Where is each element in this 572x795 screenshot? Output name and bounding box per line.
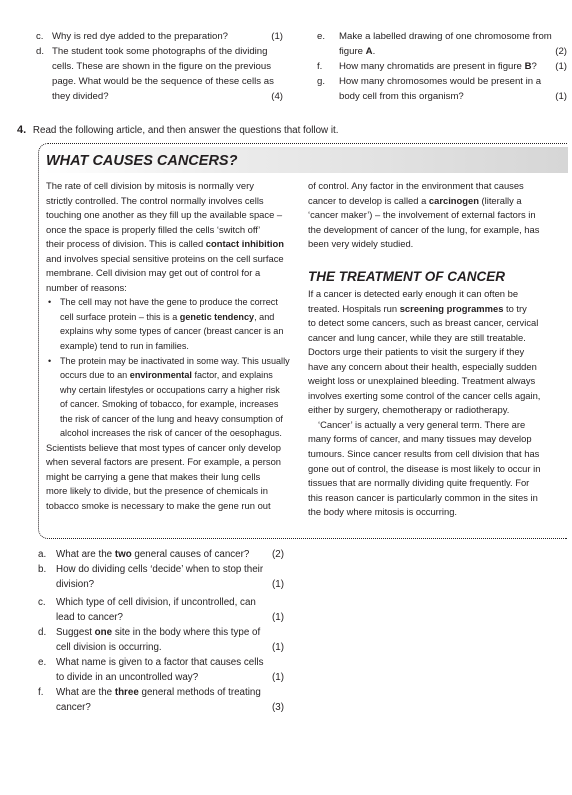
question-marks: (2) [555, 46, 567, 57]
paragraph-line: strictly controlled. The control normally involves cells [46, 194, 264, 206]
paragraph-line: The protein may be inactivated in some way. This usually [60, 355, 290, 366]
paragraph-line: and involves special sensitive proteins on the cell surface [46, 252, 284, 264]
question-line: The student took some photographs of the dividing [52, 46, 268, 57]
question-line: cells. These are shown in the figure on the previous [52, 61, 272, 72]
question-line: How many chromosomes would be present in a [339, 76, 542, 87]
question-marks: (2) [272, 549, 284, 560]
paragraph-line: many forms of cancer, and many tissues may develop [308, 433, 532, 445]
paragraph-line: treated. Hospitals run screening programmes to try [308, 302, 527, 314]
paragraph-line: membrane. Cell division may get out of control for a [46, 267, 261, 279]
question-g [317, 74, 567, 104]
question-marks: (1) [555, 61, 567, 72]
question-marks: (3) [272, 702, 284, 713]
article-right-treatment [308, 287, 566, 520]
question-c [36, 29, 283, 44]
article-left-column [46, 179, 296, 514]
treatment-subheading: THE TREATMENT OF CANCER [308, 269, 505, 284]
question-marks: (1) [271, 31, 283, 42]
paragraph-line: The cell may not have the gene to produce the correct [60, 297, 278, 308]
paragraph-line: tissues that are normally dividing quite frequently. For [308, 477, 530, 489]
question-marks: (1) [555, 91, 567, 102]
question-letter: a. [38, 549, 47, 560]
paragraph-line: weight loss or unexplained bleeding. Treatment always [308, 375, 536, 387]
paragraph-line: example) tend to run in families. [60, 341, 189, 352]
question-line: to divide in an uncontrolled way? [56, 672, 199, 683]
question-c-bottom [38, 596, 284, 626]
paragraph-line: why certain lifestyles or occupations carry a higher risk [60, 384, 280, 395]
question-number: 4. [17, 124, 27, 136]
paragraph-line: might be carrying a gene that makes their lung cells [46, 470, 261, 482]
question-text: What are the two general causes of cancer? [56, 549, 250, 560]
question-instruction: Read the following article, and then answer the questions that follow it. [32, 125, 339, 136]
question-e [317, 29, 567, 59]
paragraph-line: of control. Any factor in the environment that causes [308, 180, 524, 191]
question-line: cancer? [56, 702, 91, 713]
question-letter: g. [317, 76, 326, 87]
question-f [317, 59, 567, 74]
question-line: What name is given to a factor that causes cells [56, 657, 264, 668]
paragraph-line: ‘cancer maker’) – the involvement of external factors in [308, 209, 536, 221]
question-line: Make a labelled drawing of one chromosome from [339, 31, 552, 42]
paragraph-line: cancer and lung cancer, while they are still treatable. [308, 331, 526, 343]
question-marks: (1) [272, 642, 284, 653]
question-line: lead to cancer? [56, 612, 123, 623]
question-marks: (1) [272, 612, 284, 623]
question-letter: c. [38, 597, 46, 608]
question-text: Why is red dye added to the preparation? [52, 31, 228, 42]
paragraph-line: cell surface protein – this is a genetic tendency, and [60, 311, 275, 322]
question-marks: (1) [272, 579, 284, 590]
question-line: body cell from this organism? [339, 91, 464, 102]
question-text: How many chromatids are present in figure B? [339, 61, 537, 72]
paragraph-line: tumours. Since cancer results from cell division that has [308, 448, 540, 460]
paragraph-line: once the space is properly filled the cells ‘switch off’ [46, 223, 261, 235]
article-right-column [308, 179, 566, 252]
paragraph-line: have any concern about their health, especially sudden [308, 360, 537, 372]
question-b [38, 563, 284, 593]
paragraph-line: either by surgery, chemotherapy or radiotherapy. [308, 404, 510, 416]
question-f-bottom [38, 686, 284, 716]
bullet-item [46, 295, 296, 353]
question-e-bottom [38, 656, 284, 686]
question-letter: b. [38, 564, 47, 575]
paragraph-line: of cancer. Smoking of tobacco, for example, increases [60, 399, 279, 410]
question-letter: d. [38, 627, 47, 638]
paragraph-line: more likely to divide, but the presence of chemicals in [46, 485, 268, 497]
question-marks: (1) [272, 672, 284, 683]
paragraph-line: their process of division. This is called contact inhibition [46, 238, 284, 250]
paragraph-line: to detect some cancers, such as breast cancer, cervical [308, 317, 539, 329]
question-letter: e. [317, 31, 326, 42]
question-letter: d. [36, 46, 45, 57]
question-letter: e. [38, 657, 47, 668]
paragraph-line: The rate of cell division by mitosis is normally very [46, 180, 254, 191]
paragraph-line: the body where mitosis is occurring. [308, 506, 458, 518]
paragraph-line: occurs due to an environmental factor, and explains [60, 370, 273, 381]
question-letter: c. [36, 31, 44, 42]
paragraph-line: when several factors are present. For example, a person [46, 456, 282, 468]
paragraph-line: alcohol increases the risk of cancer of the oesophagus. [60, 428, 282, 439]
question-letter: f. [38, 687, 44, 698]
bullet-item [46, 354, 296, 441]
paragraph-line: Scientists believe that most types of cancer only develop [46, 441, 282, 453]
question-line: figure A. [339, 46, 376, 57]
article-title: WHAT CAUSES CANCERS? [46, 153, 238, 169]
question-4-heading [17, 123, 338, 138]
paragraph-line: Doctors urge their patients to visit the surgery if they [308, 346, 525, 358]
question-a [38, 548, 284, 563]
paragraph-line: touching one another as they fill up the available space – [46, 209, 283, 221]
paragraph-line: If a cancer is detected early enough it can often be [308, 288, 519, 299]
paragraph-line: the development of cancer of the lung, for example, has [308, 223, 540, 235]
paragraph-line: been very widely studied. [308, 238, 414, 250]
paragraph-line: involves exerting some control of the cancer cells again, [308, 389, 541, 401]
question-line: What are the three general methods of treating [56, 687, 261, 698]
question-line: Which type of cell division, if uncontrolled, can [56, 597, 256, 608]
paragraph-line: tobacco smoke is necessary to make the gene run out [46, 500, 271, 512]
question-line: page. What would be the sequence of these cells as [52, 76, 274, 87]
question-line: they divided? [52, 91, 109, 102]
question-line: division? [56, 579, 95, 590]
paragraph-line: the risk of cancer of the lung and heavy consumption of [60, 413, 283, 424]
question-d-bottom [38, 626, 284, 656]
question-line: cell division is occurring. [56, 642, 162, 653]
paragraph-line: cancer to develop is called a carcinogen (literally a [308, 194, 522, 206]
paragraph-line: explains why some types of cancer (breast cancer is an [60, 326, 284, 337]
bullet-icon: • [48, 297, 52, 308]
question-line: Suggest one site in the body where this type of [56, 627, 261, 638]
paragraph-line: number of reasons: [46, 281, 127, 293]
paragraph-line: this reason cancer is particularly common in the sites in [308, 491, 538, 503]
question-line: How do dividing cells ‘decide’ when to stop their [56, 564, 264, 575]
paragraph-line: ‘Cancer’ is actually a very general term. There are [318, 418, 526, 430]
question-letter: f. [317, 61, 323, 72]
question-marks: (4) [271, 91, 283, 102]
bullet-icon: • [48, 355, 52, 366]
question-d [36, 44, 283, 104]
paragraph-line: gone out of control, the disease is most likely to occur in [308, 462, 541, 474]
